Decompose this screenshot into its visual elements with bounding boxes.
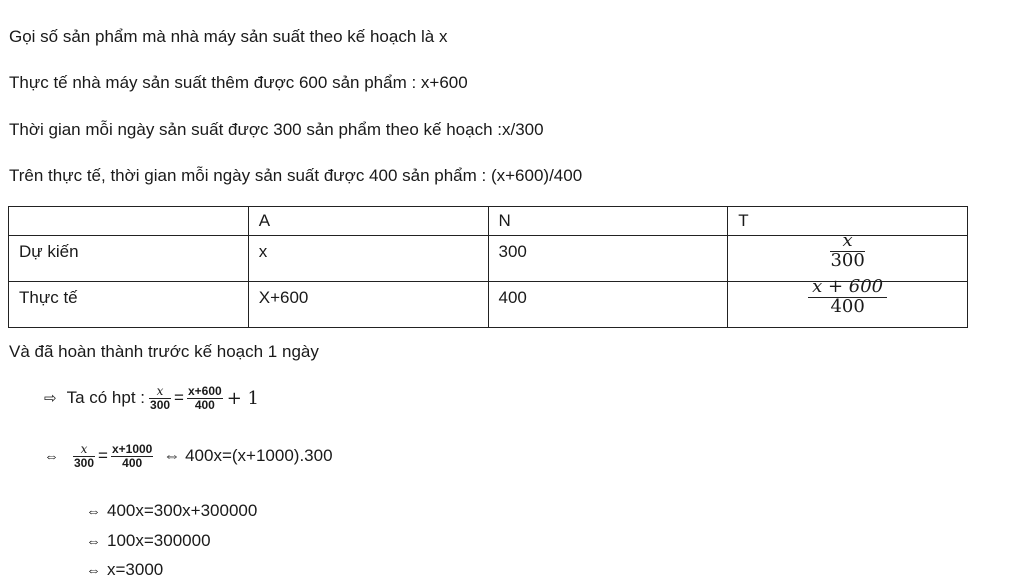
table-header-row [9,207,968,236]
row-a: x [248,236,488,282]
step-3-text: 400x=300x+300000 [107,501,258,520]
denominator: 400 [122,455,143,470]
iff-arrow-icon: ⇔ [44,447,59,465]
after-table-text: Và đã hoàn thành trước kế hoạch 1 ngày [9,342,319,361]
fraction [73,443,95,469]
numerator: x [149,385,171,399]
row-n: 400 [488,282,728,328]
plus-one: + 1 [226,387,259,409]
row-n: 300 [488,236,728,282]
right-arrow-icon: ⇨ [44,390,57,408]
t-denominator: 400 [830,295,865,317]
plan-table [8,206,968,328]
row-t [728,230,968,282]
row-label: Thực tế [9,282,249,328]
step-5 [86,560,163,580]
equals-sign: = [174,388,184,408]
t-numerator: x + 600 [808,278,887,298]
step-4 [86,531,211,551]
iff-arrow-icon: ⇔ [86,532,101,550]
step-1-prefix: Ta có hpt : [66,388,146,408]
intro-line-4: Trên thực tế, thời gian mỗi ngày sản suất được 400 sản phẩm : (x+600)/400 [9,166,583,185]
fraction [149,385,171,411]
iff-arrow-icon: ⇔ [86,561,101,579]
fraction [111,443,153,469]
table-row [9,282,968,328]
t-denominator: 300 [830,249,865,271]
intro-line-2: Thực tế nhà máy sản suất thêm được 600 sản phẩm : x+600 [9,73,468,92]
numerator: x+1000 [111,442,153,456]
intro-line-1: Gọi số sản phẩm mà nhà máy sản suất theo kế hoạch là x [9,27,448,46]
step-4-text: 100x=300000 [107,531,211,550]
step-1 [44,385,259,411]
equals-sign: = [98,446,108,466]
table-row [9,236,968,282]
denominator: 300 [150,397,171,412]
header-cell-n: N [488,207,728,236]
fraction [187,385,223,411]
iff-arrow-icon: ⇔ [86,502,101,520]
row-a: X+600 [248,282,488,328]
step-2-result: ⇔ 400x=(x+1000).300 [163,446,333,466]
numerator: x [73,443,95,457]
numerator: x+600 [187,384,222,398]
intro-line-3: Thời gian mỗi ngày sản suất được 300 sản phẩm theo kế hoạch :x/300 [9,120,544,139]
t-fraction [830,232,864,271]
header-cell-a: A [248,207,488,236]
t-numerator: x [830,232,864,252]
row-t [728,276,968,328]
header-cell-t: T [728,207,968,236]
denominator: 400 [194,397,215,412]
header-cell-empty [9,207,249,236]
t-fraction [808,278,887,317]
step-5-text: x=3000 [107,560,164,579]
row-label: Dự kiến [9,236,249,282]
step-2 [44,443,333,469]
step-3 [86,501,257,521]
denominator: 300 [74,455,95,470]
